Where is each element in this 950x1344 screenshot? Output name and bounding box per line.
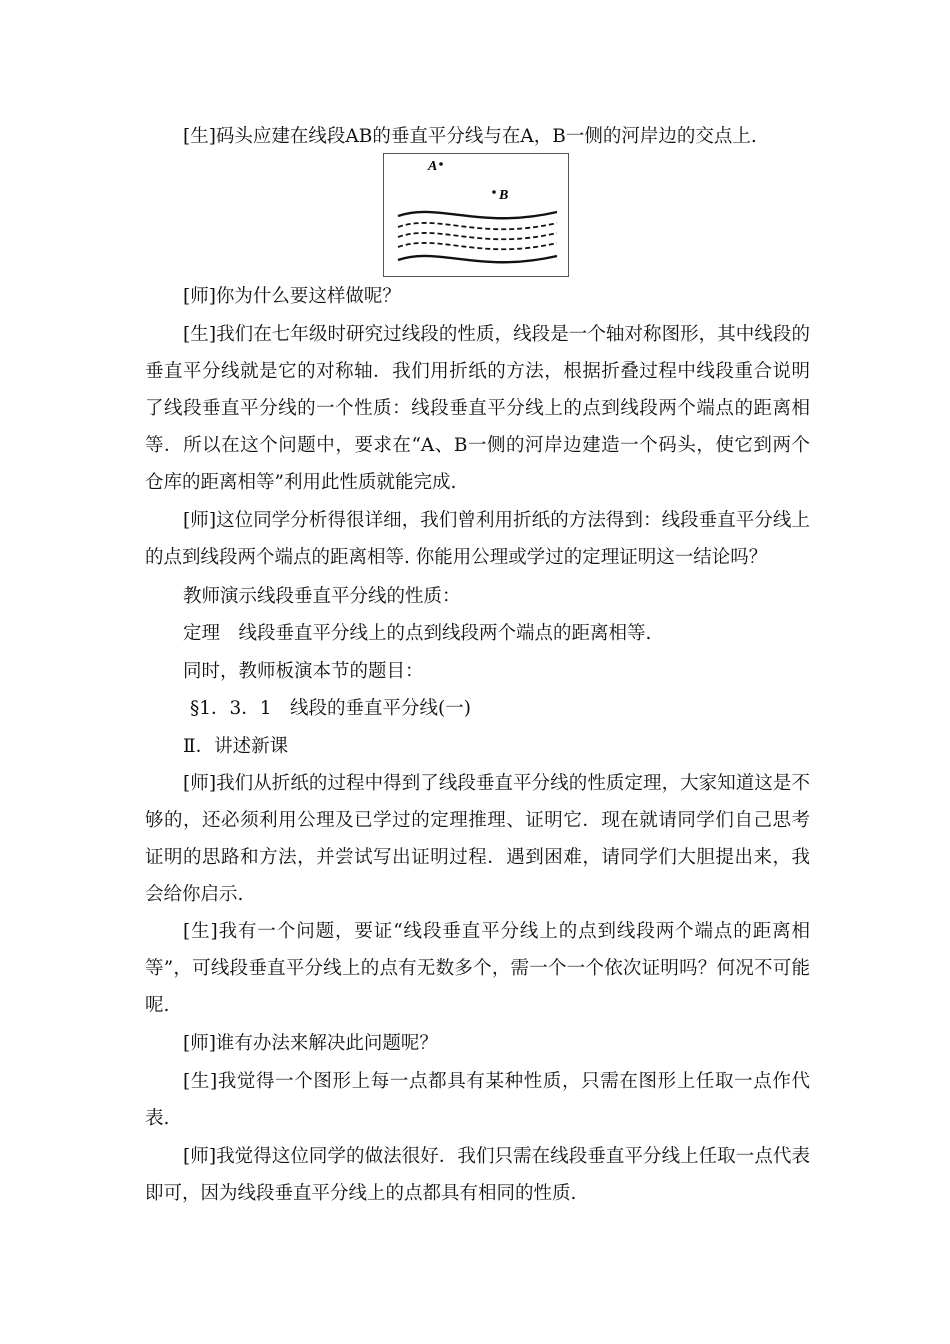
section-heading: §1．3．1 线段的垂直平分线(一)	[190, 698, 471, 719]
paragraph-teacher-new-lesson: [师]我们从折纸的过程中得到了线段垂直平分线的性质定理，大家知道这是不够的，还必须利用公理及已学过的定理推理、证明它．现在就请同学们自己思考证明的思路和方法，并尝试写出证明过程．遇到困难，请同学们大胆提出来，我会给你启示.	[145, 773, 810, 905]
paragraph-student-question: [生]我有一个问题，要证“线段垂直平分线上的点到线段两个端点的距离相等”，可线段垂直平分线上的点有无数多个，需一个一个依次证明吗？何况不可能呢.	[145, 921, 810, 1016]
point-b-dot	[492, 190, 496, 194]
paragraph-teacher-prove: [师]这位同学分析得很详细，我们曾利用折纸的方法得到：线段垂直平分线上的点到线段两个端点的距离相等. 你能用公理或学过的定理证明这一结论吗？	[145, 510, 810, 568]
point-a-dot	[439, 162, 443, 166]
paragraph-teacher-demo: 教师演示线段垂直平分线的性质：	[183, 586, 461, 607]
river-diagram	[383, 153, 569, 277]
river-diagram-svg	[384, 154, 568, 276]
paragraph-teacher-who: [师]谁有办法来解决此问题呢？	[183, 1033, 438, 1054]
river-wave-3	[398, 243, 557, 249]
subsection-heading: Ⅱ．讲述新课	[183, 736, 289, 757]
river-wave-2	[398, 233, 557, 239]
river-bank-bottom	[398, 256, 557, 262]
paragraph-student-representative: [生]我觉得一个图形上每一点都具有某种性质，只需在图形上任取一点作代表.	[145, 1071, 810, 1129]
river-wave-1	[398, 223, 557, 229]
paragraph-theorem: 定理 线段垂直平分线上的点到线段两个端点的距离相等.	[183, 623, 652, 644]
paragraph-teacher-conclusion: [师]我觉得这位同学的做法很好．我们只需在线段垂直平分线上任取一点代表即可，因为线段垂直平分线上的点都具有相同的性质.	[145, 1146, 810, 1204]
paragraph-answer-location: [生]码头应建在线段AB的垂直平分线与在A，B一侧的河岸边的交点上.	[183, 126, 757, 147]
point-b-label: B	[499, 188, 509, 203]
paragraph-student-explanation: [生]我们在七年级时研究过线段的性质，线段是一个轴对称图形，其中线段的垂直平分线就是它的对称轴．我们用折纸的方法，根据折叠过程中线段重合说明了线段垂直平分线的一个性质：线段垂直平分线上的点到线段两个端点的距离相等．所以在这个问题中，要求在“A、B一侧的河岸边建造一个码头，使它到两个仓库的距离相等”利用此性质就能完成.	[145, 324, 810, 493]
river-bank-top	[398, 212, 557, 218]
point-a-label: A	[428, 159, 438, 174]
paragraph-board-title: 同时，教师板演本节的题目：	[183, 661, 424, 682]
paragraph-teacher-why: [师]你为什么要这样做呢？	[183, 286, 401, 307]
